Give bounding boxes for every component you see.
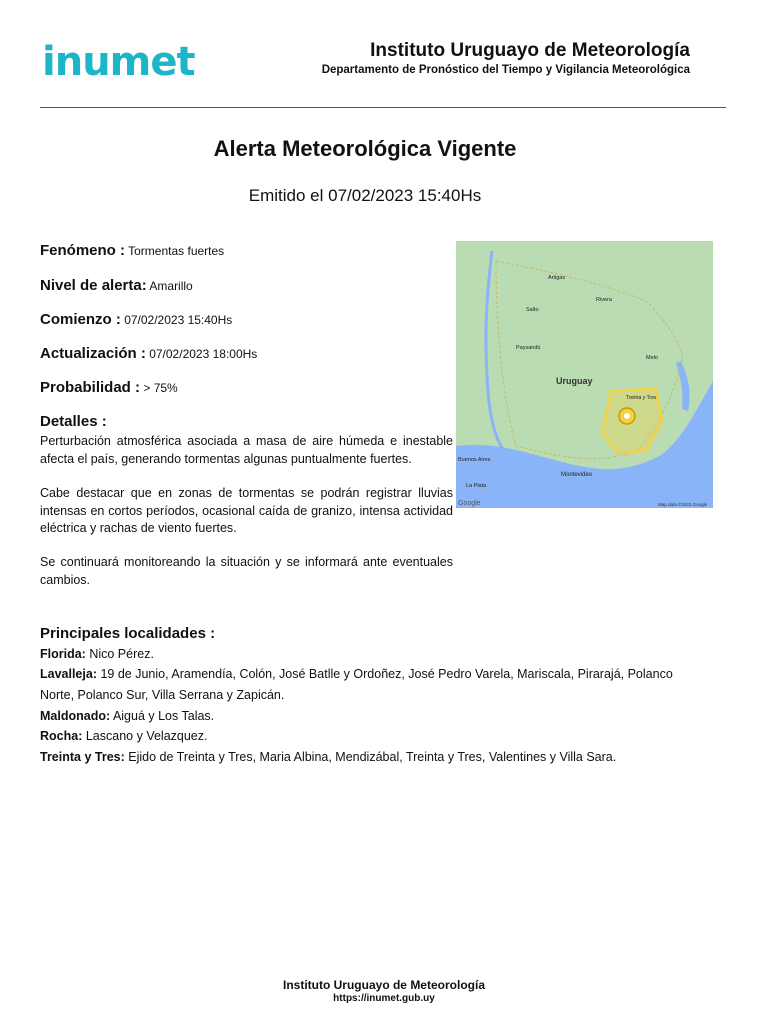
comienzo-label: Comienzo : [40, 311, 121, 328]
label-la-plata: La Plata [466, 483, 487, 489]
details-label: Detalles : [40, 413, 107, 430]
label-salto: Salto [526, 307, 539, 313]
loc-rocha-places: Lascano y Velazquez. [85, 729, 208, 743]
probabilidad-value: > 75% [143, 381, 178, 395]
field-fenomeno [40, 242, 224, 259]
comienzo-value: 07/02/2023 15:40Hs [124, 313, 233, 327]
institute-title: Instituto Uruguayo de Meteorología [370, 40, 690, 61]
loc-lavalleja-cont [40, 685, 720, 706]
label-artigas: Artigas [548, 275, 566, 281]
storm-icon-center [624, 413, 630, 419]
loc-maldonado [40, 706, 720, 727]
details-paragraph-3: Se continuará monitoreando la situación y se informará ante eventuales cambios. [40, 555, 453, 587]
field-comienzo [40, 311, 232, 328]
alert-map [456, 241, 713, 508]
label-treinta-y-tres: Treinta y Tres [626, 395, 657, 401]
loc-maldonado-places: Aiguá y Los Talas. [112, 709, 215, 723]
inumet-logo [42, 40, 198, 86]
label-montevideo: Montevideo [561, 472, 593, 478]
loc-lavalleja [40, 664, 720, 685]
map-copyright: Map data ©2023 Google [658, 502, 708, 507]
label-google: Google [458, 500, 481, 507]
label-paysandu: Paysandú [516, 345, 541, 351]
alert-title: Alerta Meteorológica Vigente [213, 136, 517, 161]
loc-lavalleja-places: 19 de Junio, Aramendía, Colón, José Batlle y Ordoñez, José Pedro Varela, Mariscala, Pirarajá, Polanco [100, 667, 673, 681]
loc-lavalleja-dept: Lavalleja: [40, 667, 97, 681]
actualizacion-value: 07/02/2023 18:00Hs [149, 347, 258, 361]
loc-florida-places: Nico Pérez. [89, 647, 154, 661]
probabilidad-label: Probabilidad : [40, 379, 141, 396]
nivel-value: Amarillo [149, 279, 193, 293]
loc-rocha-dept: Rocha: [40, 729, 83, 743]
loc-lavalleja-places-cont: Norte, Polanco Sur, Villa Serrana y Zapicán. [40, 688, 285, 702]
loc-treinta-y-tres-dept: Treinta y Tres: [40, 750, 125, 764]
department-subtitle: Departamento de Pronóstico del Tiempo y Vigilancia Meteorológica [321, 64, 690, 76]
details-paragraph-1: Perturbación atmosférica asociada a masa de aire húmeda e inestable afecta el país, generando tormentas algunas puntualmente fuertes. [40, 434, 453, 466]
map-svg [456, 241, 713, 508]
label-uruguay: Uruguay [556, 376, 593, 386]
loc-treinta-y-tres [40, 747, 720, 768]
loc-florida [40, 644, 720, 665]
label-buenos-aires: Buenos Aires [458, 457, 491, 463]
logo-text: inumet [42, 39, 195, 85]
details-paragraph-2: Cabe destacar que en zonas de tormentas se podrán registrar lluvias intensas en cortos períodos, ocasional caída de granizo, intensa actividad eléctrica y rachas de viento fuertes. [40, 486, 453, 535]
field-probabilidad [40, 379, 178, 396]
fenomeno-label: Fenómeno : [40, 242, 125, 259]
nivel-label: Nivel de alerta: [40, 277, 147, 294]
footer-title: Instituto Uruguayo de Meteorología [282, 978, 485, 992]
fenomeno-value: Tormentas fuertes [128, 244, 225, 258]
issued-date: Emitido el 07/02/2023 15:40Hs [248, 186, 482, 205]
actualizacion-label: Actualización : [40, 345, 146, 362]
field-nivel [40, 277, 193, 294]
label-melo: Melo [646, 355, 658, 361]
loc-rocha [40, 726, 720, 747]
loc-treinta-y-tres-places: Ejido de Treinta y Tres, Maria Albina, Mendizábal, Treinta y Tres, Valentines y Villa Sara. [128, 750, 617, 764]
label-rivera: Rivera [596, 297, 612, 303]
localidades-title: Principales localidades : [40, 625, 216, 642]
footer-url-link[interactable]: https://inumet.gub.uy [333, 993, 435, 1004]
loc-florida-dept: Florida: [40, 647, 86, 661]
header-divider [40, 107, 726, 108]
loc-maldonado-dept: Maldonado: [40, 709, 111, 723]
field-actualizacion [40, 345, 257, 362]
